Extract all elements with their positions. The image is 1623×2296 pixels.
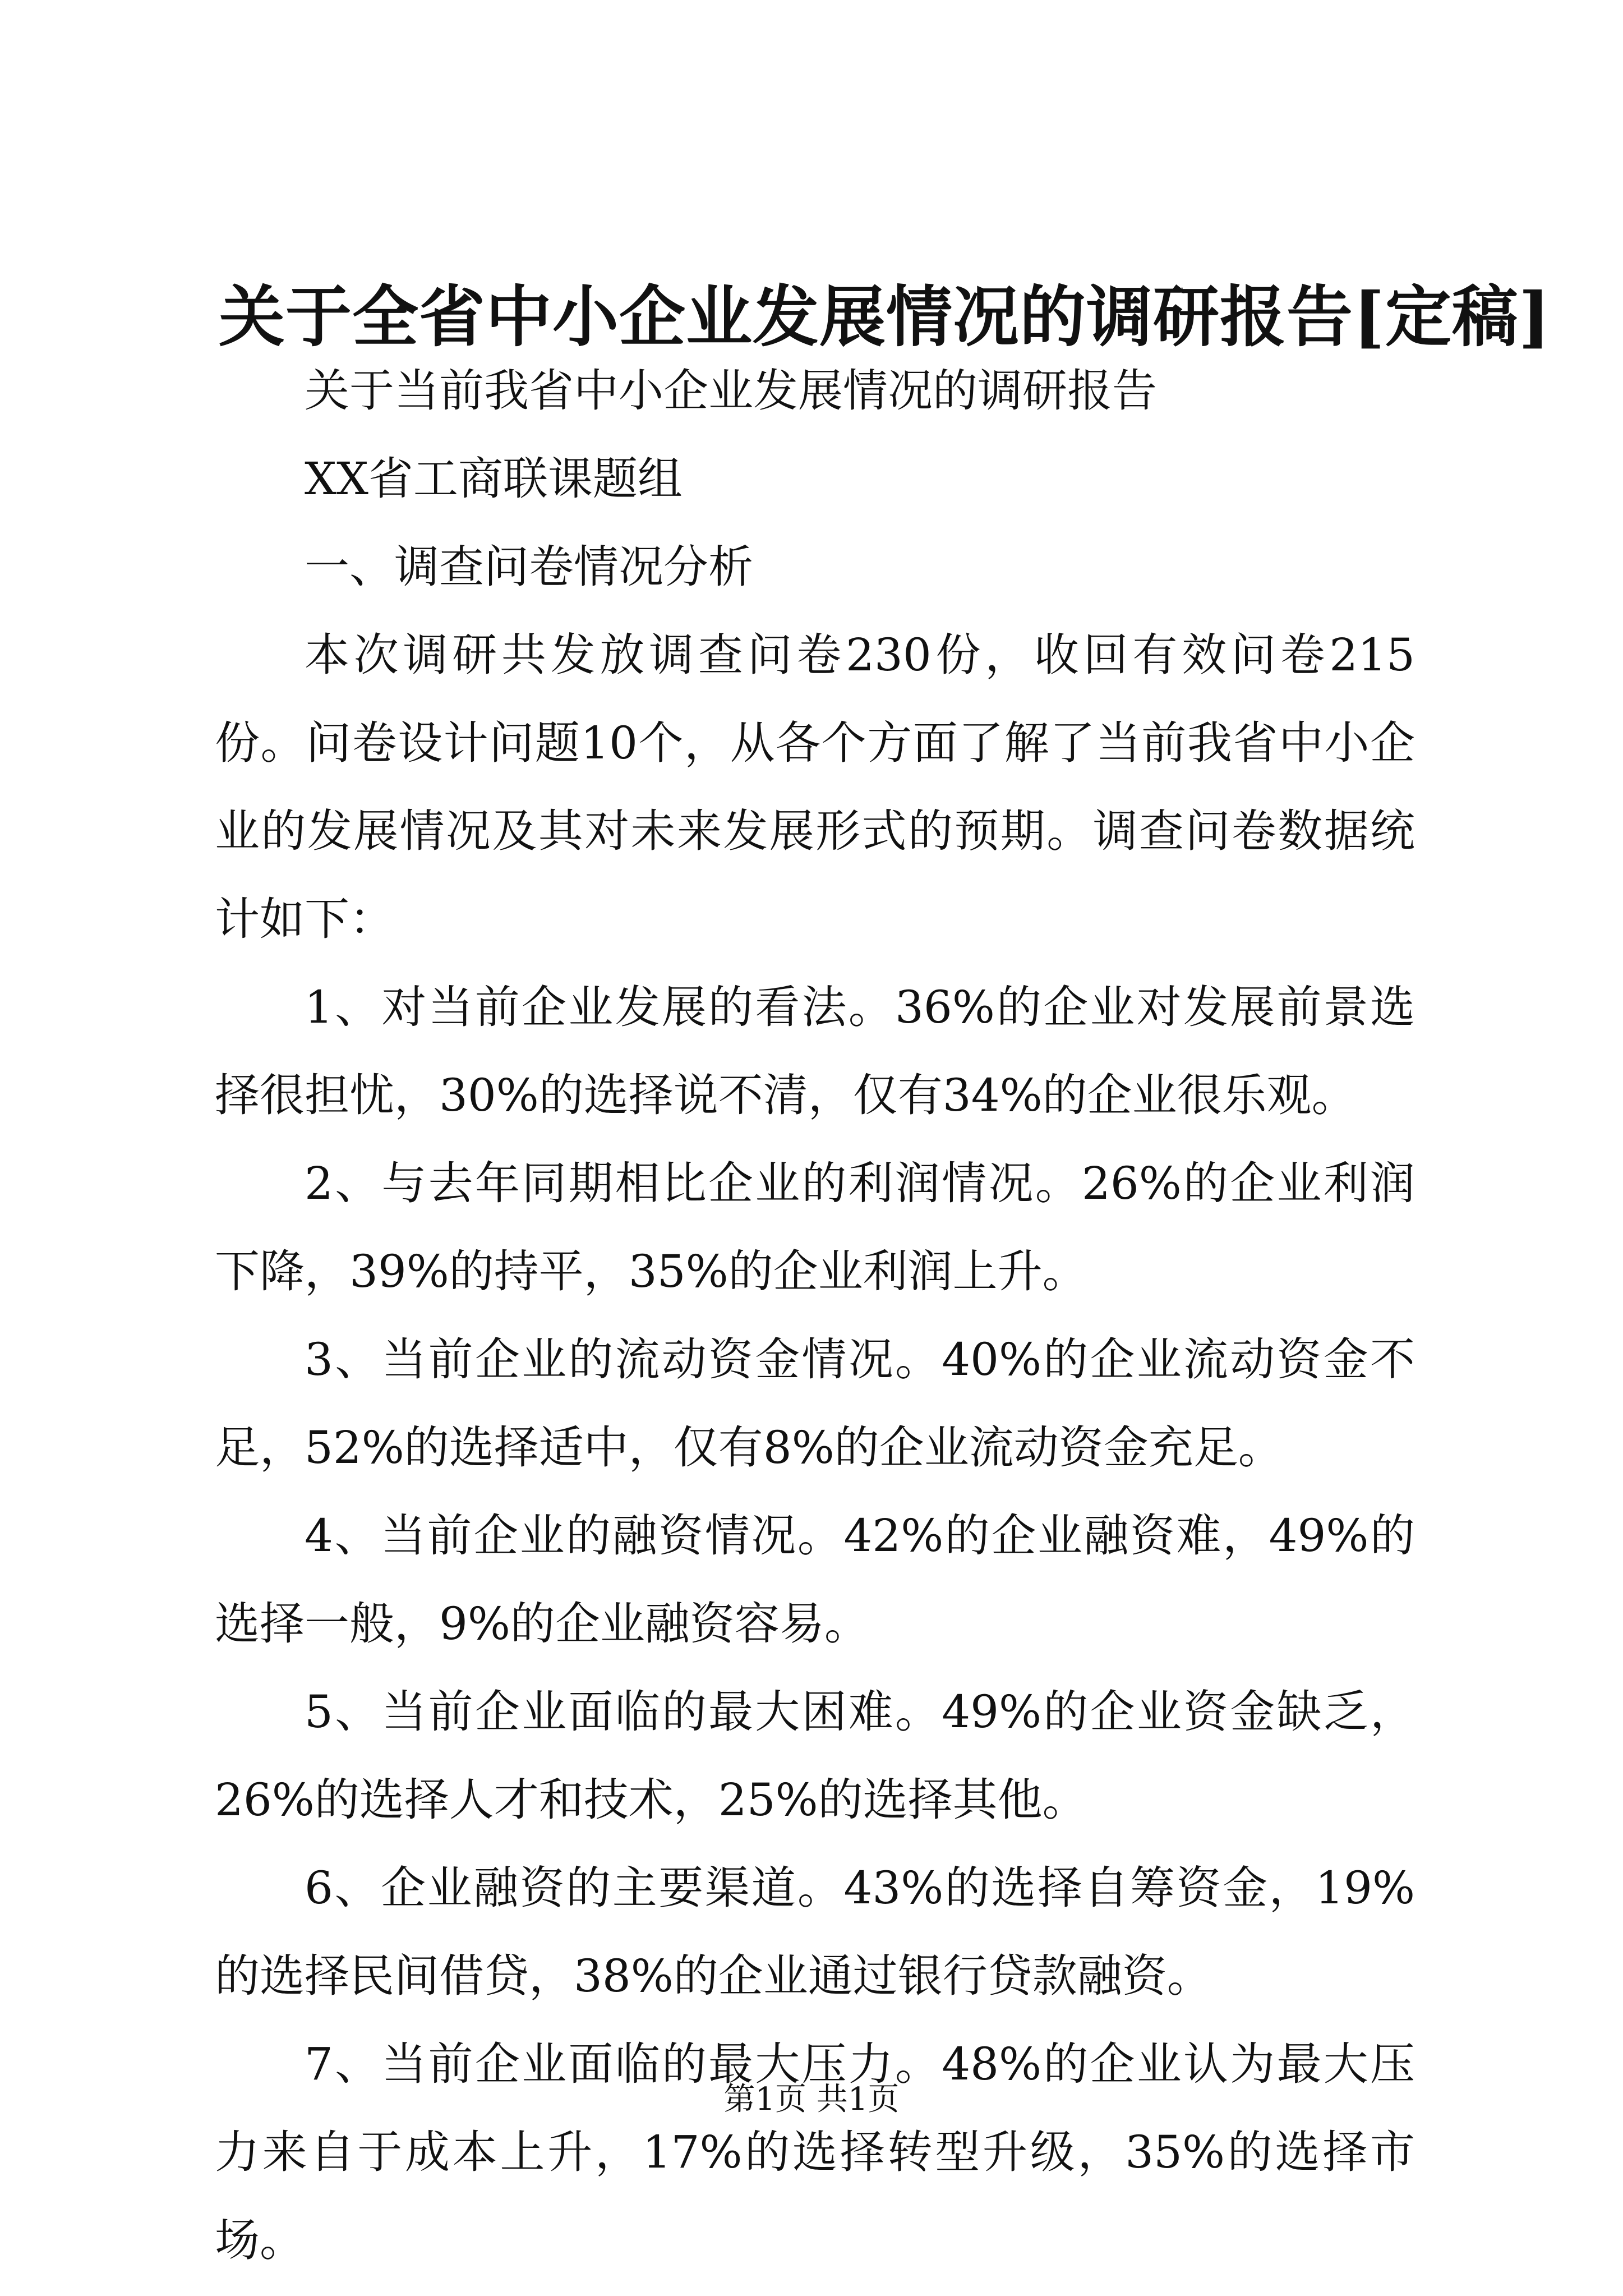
paragraph-item-6: 6、企业融资的主要渠道。43%的选择自筹资金，19%的选择民间借贷，38%的企业通过银行贷款融资。 <box>215 1862 1415 2002</box>
paragraph-item-4: 4、当前企业的融资情况。42%的企业融资难，49%的选择一般，9%的企业融资容易。 <box>215 1510 1415 1650</box>
paragraph-author: XX省工商联课题组 <box>305 453 683 505</box>
paragraph-subtitle: 关于当前我省中小企业发展情况的调研报告 <box>305 365 1157 417</box>
document-body <box>215 347 1415 2284</box>
paragraph-item-7: 7、当前企业面临的最大压力。48%的企业认为最大压力来自于成本上升，17%的选择转型升级，35%的选择市场。 <box>215 2038 1415 2266</box>
paragraph-item-2: 2、与去年同期相比企业的利润情况。26%的企业利润下降，39%的持平，35%的企业利润上升。 <box>215 1157 1415 1297</box>
paragraph-item-1: 1、对当前企业发展的看法。36%的企业对发展前景选择很担忧，30%的选择说不清，仅有34%的企业很乐观。 <box>215 981 1415 1121</box>
section-heading: 一、调查问卷情况分析 <box>305 541 753 593</box>
paragraph-item-3: 3、当前企业的流动资金情况。40%的企业流动资金不足，52%的选择适中，仅有8%的企业流动资金充足。 <box>215 1333 1415 1474</box>
page-footer: 第1页 共1页 <box>723 2081 900 2118</box>
paragraph-intro: 本次调研共发放调查问卷230份，收回有效问卷215份。问卷设计问题10个，从各个方面了解了当前我省中小企业的发展情况及其对未来发展形式的预期。调查问卷数据统计如下： <box>215 629 1415 945</box>
paragraph-item-5: 5、当前企业面临的最大困难。49%的企业资金缺乏，26%的选择人才和技术，25%的选择其他。 <box>215 1686 1415 1826</box>
document-title: 关于全省中小企业发展情况的调研报告[定稿] <box>219 278 1551 356</box>
